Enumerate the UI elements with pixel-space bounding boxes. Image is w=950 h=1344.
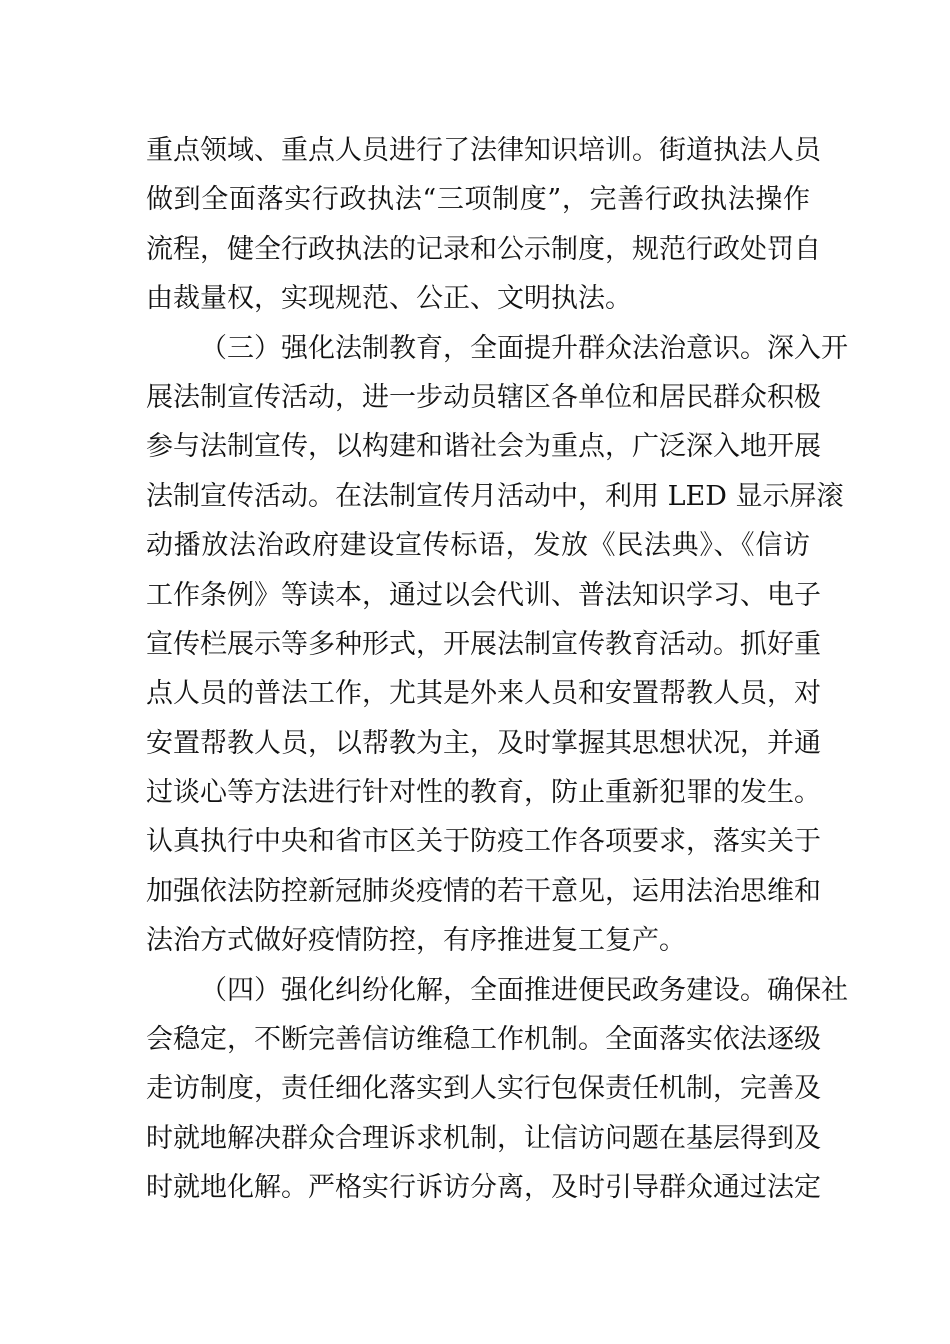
text-line: 参与法制宣传，以构建和谐社会为重点，广泛深入地开展 bbox=[146, 431, 821, 463]
text-line: 加强依法防控新冠肺炎疫情的若干意见，运用法治思维和 bbox=[146, 875, 821, 907]
section-heading-line: （四）强化纠纷化解，全面推进便民政务建设。确保社 bbox=[200, 974, 848, 1006]
text-line: 重点领域、重点人员进行了法律知识培训。街道执法人员 bbox=[146, 135, 821, 166]
text-line: 点人员的普法工作，尤其是外来人员和安置帮教人员，对 bbox=[146, 678, 821, 710]
text-line: 走访制度，责任细化落实到人实行包保责任机制，完善及 bbox=[146, 1073, 821, 1105]
text-line: 会稳定，不断完善信访维稳工作机制。全面落实依法逐级 bbox=[146, 1024, 821, 1056]
text-line: 做到全面落实行政执法“三项制度”，完善行政执法操作 bbox=[146, 184, 810, 216]
body-text bbox=[146, 126, 848, 1213]
text-line: 安置帮教人员，以帮教为主，及时掌握其思想状况，并通 bbox=[146, 727, 821, 759]
section-heading-line: （三）强化法制教育，全面提升群众法治意识。深入开 bbox=[200, 332, 848, 364]
text-line: 宣传栏展示等多种形式，开展法制宣传教育活动。抓好重 bbox=[146, 628, 821, 660]
text-line: 时就地化解。严格实行诉访分离，及时引导群众通过法定 bbox=[146, 1172, 821, 1204]
text-line: 时就地解决群众合理诉求机制，让信访问题在基层得到及 bbox=[146, 1122, 821, 1154]
text-line: 展法制宣传活动，进一步动员辖区各单位和居民群众积极 bbox=[146, 381, 821, 413]
text-line: 工作条例》等读本，通过以会代训、普法知识学习、电子 bbox=[146, 579, 821, 611]
text-line: 过谈心等方法进行针对性的教育，防止重新犯罪的发生。 bbox=[146, 777, 821, 809]
text-line: 法制宣传活动。在法制宣传月活动中，利用 LED 显示屏滚 bbox=[146, 480, 844, 512]
text-line: 由裁量权，实现规范、公正、文明执法。 bbox=[146, 283, 632, 315]
text-line: 动播放法治政府建设宣传标语，发放《民法典》、《信访 bbox=[146, 530, 810, 562]
text-line: 法治方式做好疫情防控，有序推进复工复产。 bbox=[146, 925, 686, 957]
text-line: 流程，健全行政执法的记录和公示制度，规范行政处罚自 bbox=[146, 233, 821, 265]
text-line: 认真执行中央和省市区关于防疫工作各项要求，落实关于 bbox=[146, 826, 821, 858]
